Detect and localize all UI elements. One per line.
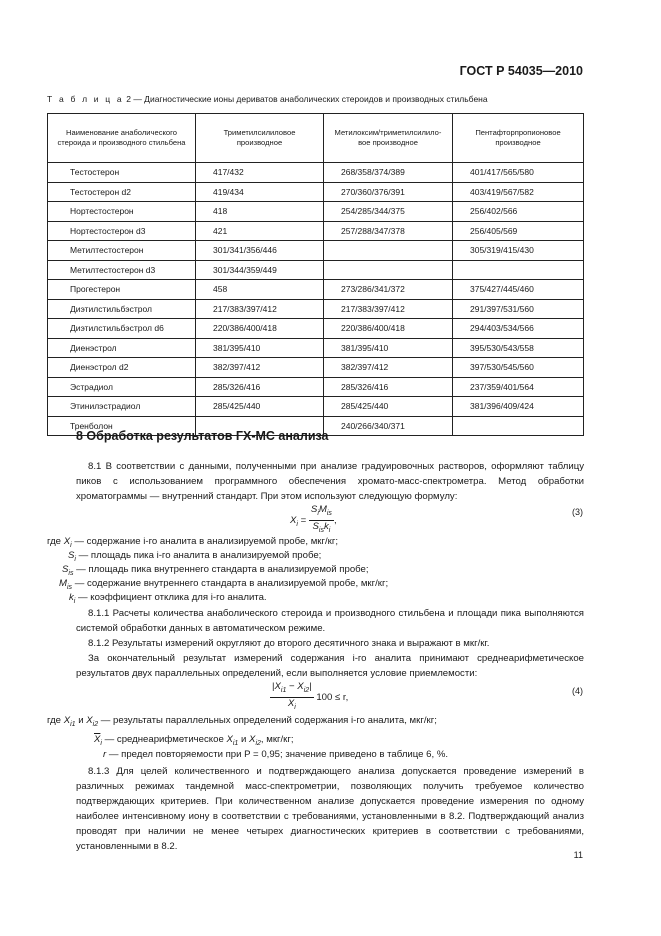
compound-name-cell: Нортестостерон — [48, 202, 196, 222]
compound-name-cell: Диенэстрол d2 — [48, 358, 196, 378]
compound-name-cell: Диэтилстильбэстрол — [48, 299, 196, 319]
section-title: 8 Обработка результатов ГХ-МС анализа — [76, 429, 329, 443]
ion-values-cell — [324, 241, 453, 261]
document-code: ГОСТ Р 54035—2010 — [459, 64, 583, 78]
equation-number-3: (3) — [572, 507, 583, 517]
definition-ki: $k_i$ — коэффициент отклика для i-го аналита. — [69, 592, 267, 605]
paragraph-final-result: За окончательный результат измерений содержания i-го аналита принимают среднеарифметическое результатов двух параллельных определений, если выполняется условие приемлемости: — [76, 653, 584, 679]
compound-name-cell: Тренболон — [48, 416, 196, 436]
table-row — [48, 202, 584, 222]
page-number: 11 — [573, 850, 583, 860]
ion-values-cell — [453, 416, 584, 436]
ion-values-cell: 301/344/359/449 — [196, 260, 324, 280]
ion-values-cell: 458 — [196, 280, 324, 300]
definition-xbar: $\overline{X}_i$ — среднеарифметическое $X_{i1}$ и $X_{i2}$, мкг/кг; — [94, 734, 294, 747]
ion-values-cell — [453, 260, 584, 280]
ion-values-cell: 220/386/400/418 — [196, 319, 324, 339]
table-body — [48, 163, 584, 436]
ion-values-cell: 417/432 — [196, 163, 324, 183]
compound-name-cell: Эстрадиол — [48, 377, 196, 397]
formula-4-fraction: $\frac{|X_{i1} - X_{i2}|}{\overline{X}_i}$ — [272, 681, 312, 711]
table-row — [48, 280, 584, 300]
ion-values-cell: 270/360/376/391 — [324, 182, 453, 202]
compound-name-cell: Тестостерон d2 — [48, 182, 196, 202]
compound-name-cell: Нортестостерон d3 — [48, 221, 196, 241]
compound-name-cell: Тестостерон — [48, 163, 196, 183]
ion-values-cell: 291/397/531/560 — [453, 299, 584, 319]
paragraph-8-1-3: 8.1.3 Для целей количественного и подтверждающего анализа допускается проведение измерений в различных режимах тандемной масс-спектрометрии, позволяющих получить требуемое количество подтверждающих критериев. При количественном анализе допускается проведение измерения по одному наиболее интенсивному иону в соответствии с требованиями, установленными в 8.2. Подтверждающий анализ проводят при наличии не менее четырех диагностических критериев в соответствии с требованиями, установленными в 8.2. — [76, 766, 584, 852]
ion-values-cell: 418 — [196, 202, 324, 222]
definition-r: r — предел повторяемости при P = 0,95; значение приведено в таблице 6, %. — [103, 749, 449, 760]
table-header-row — [48, 114, 584, 163]
paragraph-8-1: 8.1 В соответствии с данными, полученными при анализе градуировочных растворов, оформляют таблицу пиков с использованием программного обеспечения хромато-масс-спектрометра. Метод обработки хроматограммы — внутренний стандарт. При этом используют следующую формулу: — [76, 461, 584, 502]
table-caption — [47, 94, 488, 104]
compound-name-cell: Диенэстрол — [48, 338, 196, 358]
compound-name-cell: Прогестерон — [48, 280, 196, 300]
compound-name-cell: Метилтестостерон — [48, 241, 196, 261]
ion-values-cell: 421 — [196, 221, 324, 241]
ion-values-cell: 381/395/410 — [196, 338, 324, 358]
table-row — [48, 182, 584, 202]
ion-values-cell: 285/425/440 — [324, 397, 453, 417]
ion-values-cell: 256/405/569 — [453, 221, 584, 241]
ion-values-cell: 305/319/415/430 — [453, 241, 584, 261]
table-row — [48, 397, 584, 417]
ion-values-cell: 256/402/566 — [453, 202, 584, 222]
table-row — [48, 260, 584, 280]
table-caption-label: Т а б л и ц а — [47, 94, 124, 104]
ion-values-cell: 375/427/445/460 — [453, 280, 584, 300]
ion-values-cell — [324, 260, 453, 280]
compound-name-cell: Этинилэстрадиол — [48, 397, 196, 417]
ion-values-cell: 254/285/344/375 — [324, 202, 453, 222]
ion-values-cell: 397/530/545/560 — [453, 358, 584, 378]
compound-name-cell: Метилтестостерон d3 — [48, 260, 196, 280]
ion-values-cell: 395/530/543/558 — [453, 338, 584, 358]
col-header-compound: Наименование анаболического стероида и производного стильбена — [48, 114, 196, 163]
ion-values-cell: 273/286/341/372 — [324, 280, 453, 300]
table-row — [48, 299, 584, 319]
table-row — [48, 377, 584, 397]
paragraph-8-1-2: 8.1.2 Результаты измерений округляют до второго десятичного знака и выражают в мкг/кг. — [88, 638, 490, 649]
ion-values-cell: 217/383/397/412 — [196, 299, 324, 319]
table-row — [48, 319, 584, 339]
ion-values-cell: 382/397/412 — [196, 358, 324, 378]
paragraph-8-1-1: 8.1.1 Расчеты количества анаболического стероида и производного стильбена и площади пика выполняются системой обработки данных в автоматическом режиме. — [76, 608, 584, 634]
col-header-mo-tms: Метилоксим/триметилсилило-вое производное — [324, 114, 453, 163]
ion-values-cell: 401/417/565/580 — [453, 163, 584, 183]
col-header-pfp: Пентафторпропионовое производное — [453, 114, 584, 163]
ion-values-cell: 381/395/410 — [324, 338, 453, 358]
table-row — [48, 241, 584, 261]
equation-number-4: (4) — [572, 686, 583, 696]
formula-3: $X_i$ = $\frac{S_iM_{is}}{S_{is}k_i}$ , — [290, 504, 337, 537]
ion-values-cell: 237/359/401/564 — [453, 377, 584, 397]
compound-name-cell: Диэтилстильбэстрол d6 — [48, 319, 196, 339]
diagnostic-ions-table — [47, 113, 584, 436]
ion-values-cell: 301/341/356/446 — [196, 241, 324, 261]
definition-mis: $M_{is}$ — содержание внутреннего стандарта в анализируемой пробе, мкг/кг; — [59, 578, 389, 591]
ion-values-cell: 419/434 — [196, 182, 324, 202]
definition-xi1-xi2: где $X_{i1}$ и $X_{i2}$ — результаты параллельных определений содержания i-го аналита, мкг/кг; — [47, 715, 437, 728]
ion-values-cell: 285/425/440 — [196, 397, 324, 417]
definition-xi: где $X_i$ — содержание i-го аналита в анализируемой пробе, мкг/кг; — [47, 536, 339, 549]
ion-values-cell: 217/383/397/412 — [324, 299, 453, 319]
table-row — [48, 358, 584, 378]
ion-values-cell: 382/397/412 — [324, 358, 453, 378]
table-row — [48, 221, 584, 241]
definition-si: $S_i$ — площадь пика i-го аналита в анализируемой пробе; — [68, 550, 322, 563]
definition-sis: $S_{is}$ — площадь пика внутреннего стандарта в анализируемой пробе; — [62, 564, 369, 577]
table-row — [48, 338, 584, 358]
table-row — [48, 163, 584, 183]
ion-values-cell: 220/386/400/418 — [324, 319, 453, 339]
ion-values-cell: 268/358/374/389 — [324, 163, 453, 183]
ion-values-cell: 285/326/416 — [196, 377, 324, 397]
ion-values-cell: 403/419/567/582 — [453, 182, 584, 202]
ion-values-cell: 285/326/416 — [324, 377, 453, 397]
col-header-tms: Триметилсилиловое производное — [196, 114, 324, 163]
table-caption-text: 2 — Диагностические ионы дериватов анаболических стероидов и производных стильбена — [123, 94, 488, 104]
formula-3-fraction: $\frac{S_iM_{is}}{S_{is}k_i}$ — [310, 504, 332, 534]
ion-values-cell: 381/396/409/424 — [453, 397, 584, 417]
ion-values-cell: 294/403/534/566 — [453, 319, 584, 339]
ion-values-cell: 240/266/340/371 — [324, 416, 453, 436]
formula-4: $\frac{|X_{i1} - X_{i2}|}{\overline{X}_i}$ 100 ≤ r, — [270, 681, 348, 714]
ion-values-cell: 257/288/347/378 — [324, 221, 453, 241]
